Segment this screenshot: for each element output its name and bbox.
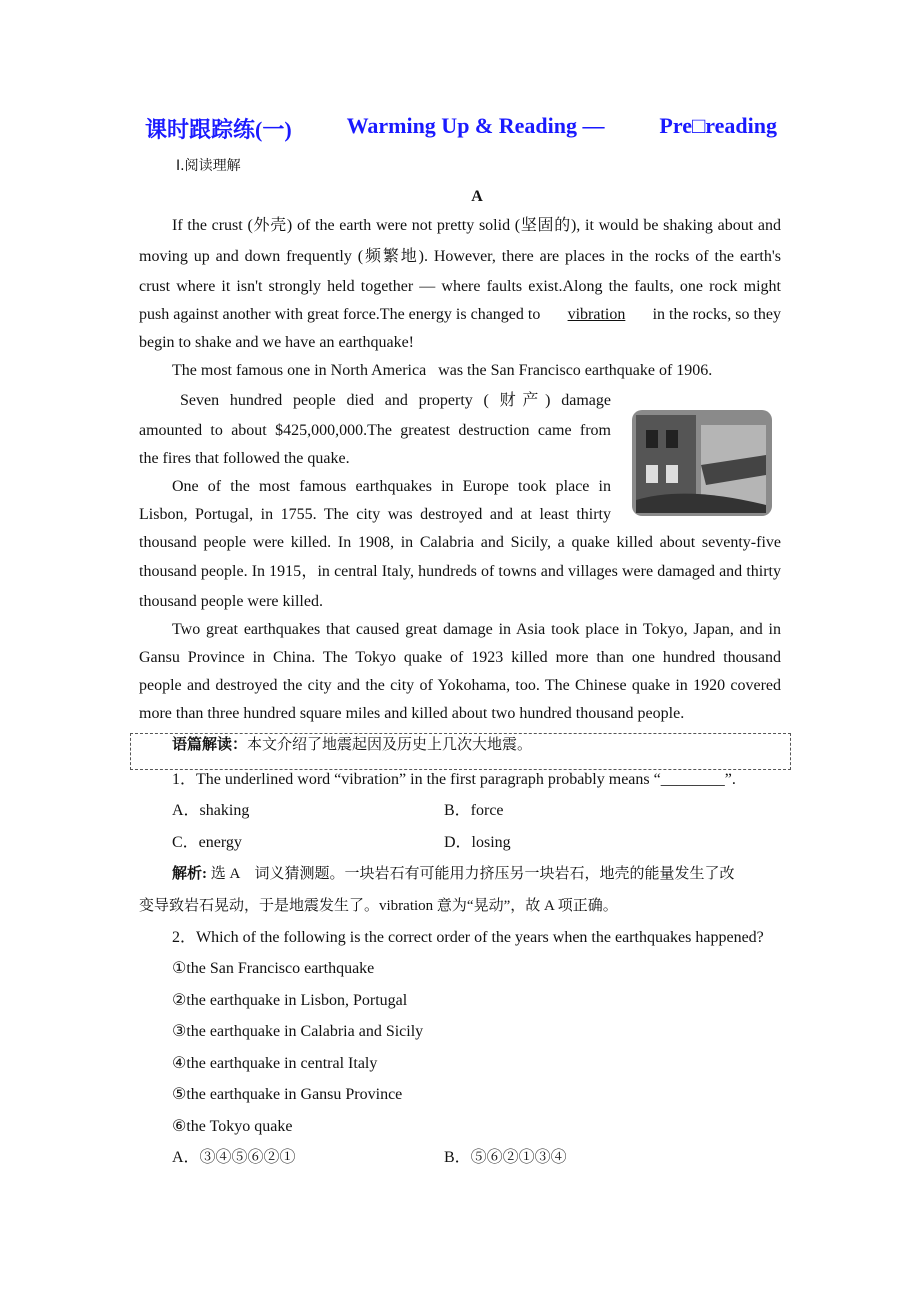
text: push against another with great force.The energy is changed to: [139, 306, 545, 323]
passage-line: Two great earthquakes that caused great damage in Asia took place in Tokyo, Japan, and in: [172, 621, 781, 638]
analysis-text: 选 A 词义猜测题。一块岩石有可能用力挤压另一块岩石，地壳的能量发生了改: [207, 866, 735, 882]
passage-line: amounted to about $425,000,000.The greatest destruction came from: [139, 422, 611, 439]
passage-line: moving up and down frequently (频繁地). However, there are places in the rocks of the earth's: [139, 248, 781, 265]
option-b[interactable]: B．force: [444, 802, 504, 819]
q2-item: ②the earthquake in Lisbon, Portugal: [172, 992, 408, 1009]
passage-line: begin to shake and we have an earthquake!: [139, 334, 414, 351]
passage-line: If the crust (外壳) of the earth were not pretty solid (坚固的), it would be shaking about and: [172, 217, 781, 234]
question-2-stem: 2．Which of the following is the correct order of the years when the earthquakes happened?: [172, 929, 764, 946]
passage-line: the fires that followed the quake.: [139, 450, 350, 467]
option-c[interactable]: C．energy: [172, 834, 242, 851]
underlined-word: vibration: [567, 306, 626, 323]
passage-line: Gansu Province in China. The Tokyo quake of 1923 killed more than one hundred thousand: [139, 649, 781, 666]
passage-line: Seven hundred people died and property ( 财产) damage: [180, 392, 611, 409]
q2-item: ⑤the earthquake in Gansu Province: [172, 1086, 403, 1103]
analysis-label: 解析:: [172, 866, 207, 882]
q2-item: ⑥the Tokyo quake: [172, 1118, 293, 1135]
passage-line: more than three hundred square miles and killed about two hundred thousand people.: [139, 705, 685, 722]
q1-analysis: [172, 864, 781, 884]
title-unit: Warming Up & Reading —: [346, 113, 605, 138]
page-title: [145, 113, 777, 144]
q2-item: ④the earthquake in central Italy: [172, 1055, 378, 1072]
passage-line: [139, 305, 781, 325]
passage-line: thousand people were killed.: [139, 593, 323, 610]
passage-line: thousand people were killed. In 1908, in Calabria and Sicily, a quake killed about seventy-five: [139, 534, 781, 551]
summary: [172, 735, 781, 755]
passage-line: crust where it isn't strongly held together — where faults exist.Along the faults, one rock might: [139, 278, 781, 295]
q2-options: [172, 1148, 781, 1168]
title-chinese: 课时跟踪练(一): [145, 117, 292, 142]
summary-label: 语篇解读：: [172, 737, 248, 753]
option-d[interactable]: D．losing: [444, 834, 511, 851]
option-b[interactable]: B．⑤⑥②①③④: [444, 1149, 567, 1166]
q2-item: ①the San Francisco earthquake: [172, 960, 375, 977]
question-1-stem: 1．The underlined word “vibration” in the first paragraph probably means “________”.: [172, 771, 736, 788]
text: in the rocks, so they: [648, 306, 781, 323]
q1-options: [172, 801, 781, 821]
passage-label: A: [471, 188, 483, 205]
section-heading: Ⅰ.阅读理解: [176, 158, 241, 174]
passage-line: One of the most famous earthquakes in Europe took place in: [172, 478, 611, 495]
summary-text: 本文介绍了地震起因及历史上几次大地震。: [247, 737, 533, 753]
q1-analysis-cont: 变导致岩石晃动，于是地震发生了。vibration 意为“晃动”，故 A 项正确。: [139, 898, 618, 914]
passage-line: Lisbon, Portugal, in 1755. The city was destroyed and at least thirty: [139, 506, 611, 523]
passage-line: The most famous one in North America was the San Francisco earthquake of 1906.: [172, 362, 713, 379]
passage-line: people and destroyed the city and the city of Yokohama, too. The Chinese quake in 1920 covered: [139, 677, 781, 694]
passage-line: thousand people. In 1915，in central Italy, hundreds of towns and villages were damaged and thirty: [139, 563, 781, 580]
q1-options: [172, 833, 781, 853]
title-section: Pre□reading: [659, 113, 777, 138]
option-a[interactable]: A．③④⑤⑥②①: [172, 1149, 296, 1166]
q2-item: ③the earthquake in Calabria and Sicily: [172, 1023, 424, 1040]
earthquake-damage-photo: [626, 405, 778, 521]
option-a[interactable]: A．shaking: [172, 802, 250, 819]
